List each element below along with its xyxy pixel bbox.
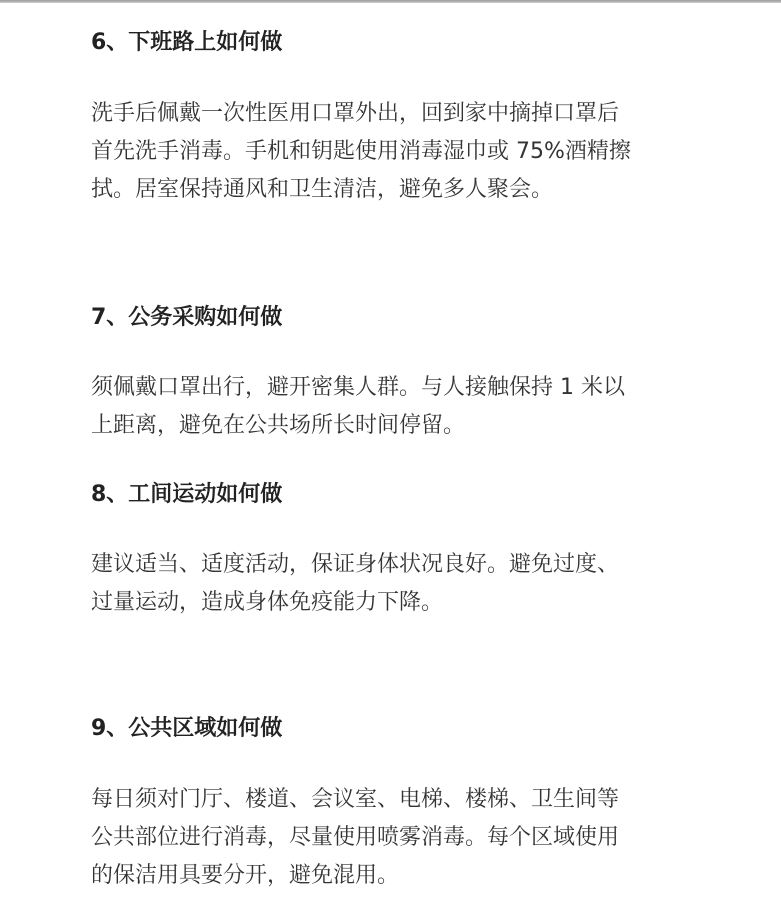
section-paragraph bbox=[91, 95, 691, 209]
paragraph-line: 过量运动，造成身体免疫能力下降。 bbox=[91, 590, 444, 615]
section-7 bbox=[91, 303, 691, 445]
section-heading: 7、公务采购如何做 bbox=[91, 305, 283, 330]
section-paragraph bbox=[91, 369, 691, 445]
top-border bbox=[0, 0, 781, 3]
section-9 bbox=[91, 714, 691, 895]
paragraph-line: 须佩戴口罩出行，避开密集人群。与人接触保持 1 米以 bbox=[91, 375, 625, 400]
section-paragraph bbox=[91, 546, 691, 622]
section-heading: 9、公共区域如何做 bbox=[91, 716, 283, 741]
paragraph-line: 公共部位进行消毒，尽量使用喷雾消毒。每个区域使用 bbox=[91, 825, 620, 850]
paragraph-line: 的保洁用具要分开，避免混用。 bbox=[91, 863, 400, 888]
section-heading: 8、工间运动如何做 bbox=[91, 482, 283, 507]
section-8 bbox=[91, 480, 691, 622]
paragraph-line: 拭。居室保持通风和卫生清洁，避免多人聚会。 bbox=[91, 177, 554, 202]
section-6 bbox=[91, 28, 691, 209]
paragraph-line: 上距离，避免在公共场所长时间停留。 bbox=[91, 413, 466, 438]
section-paragraph bbox=[91, 781, 691, 895]
section-heading: 6、下班路上如何做 bbox=[91, 30, 283, 55]
paragraph-line: 每日须对门厅、楼道、会议室、电梯、楼梯、卫生间等 bbox=[91, 787, 620, 812]
paragraph-line: 建议适当、适度活动，保证身体状况良好。避免过度、 bbox=[91, 552, 620, 577]
paragraph-line: 首先洗手消毒。手机和钥匙使用消毒湿巾或 75%酒精擦 bbox=[91, 139, 631, 164]
paragraph-line: 洗手后佩戴一次性医用口罩外出，回到家中摘掉口罩后 bbox=[91, 101, 620, 126]
